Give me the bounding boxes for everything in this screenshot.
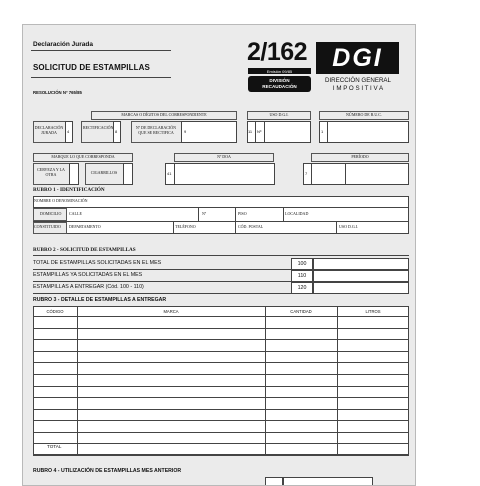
- cigarrillos-label: CIGARRILLOS: [90, 170, 118, 175]
- doa-input[interactable]: [165, 163, 275, 185]
- uso-num: 11: [248, 129, 253, 134]
- table-row: [33, 328, 409, 329]
- declaration-heading: Declaración Jurada: [33, 41, 93, 48]
- domicilio-label: DOMICILIO: [40, 211, 62, 216]
- piso-label: PISO: [238, 211, 247, 216]
- uso-divider: [255, 121, 256, 143]
- calle-label: CALLE: [69, 211, 82, 216]
- periodo-label: PERÍODO: [351, 154, 369, 159]
- marque-label: MARQUE LO QUE CORRESPONDA: [51, 154, 115, 159]
- table-row: [33, 432, 409, 433]
- rubro2-row-rule: [33, 293, 291, 294]
- rubro2-row-label: ESTAMPILLAS YA SOLICITADAS EN EL MES: [33, 272, 143, 278]
- numero-label: Nº: [202, 211, 207, 216]
- table-row: [33, 397, 409, 398]
- declaracion-num: 4: [67, 129, 70, 134]
- rubro2-row-label: ESTAMPILLAS A ENTREGAR (Cód. 100 - 110): [33, 284, 144, 290]
- division-line1: DIVISIÓN: [269, 78, 290, 83]
- table-column-divider: [265, 306, 266, 455]
- rubro2-value-input[interactable]: [313, 282, 409, 294]
- localidad-label: LOCALIDAD: [285, 211, 309, 216]
- rectificacion-label: RECTIFICACIÓN: [83, 125, 114, 130]
- cigarrillos-check[interactable]: [123, 163, 133, 185]
- rubro2-code: 110: [297, 272, 307, 279]
- rubro4-title: RUBRO 4 - UTILIZACIÓN DE ESTAMPILLAS MES ANTERIOR: [33, 468, 182, 474]
- table-row: [33, 351, 409, 352]
- page-title: SOLICITUD DE ESTAMPILLAS: [33, 63, 150, 72]
- rubro2-value-input[interactable]: [313, 270, 409, 282]
- dgi-logo: [316, 42, 399, 74]
- table-row: [33, 339, 409, 340]
- periodo-divider-2: [345, 163, 346, 185]
- total-label: TOTAL: [47, 444, 62, 449]
- rubro2-row-label: TOTAL DE ESTAMPILLAS SOLICITADAS EN EL MES: [33, 260, 162, 266]
- table-column-divider: [77, 306, 78, 455]
- rubro1-vline-1: [198, 208, 199, 221]
- ruc-input[interactable]: [319, 121, 409, 143]
- rubro2-title: RUBRO 2 - SOLICITUD DE ESTAMPILLAS: [33, 247, 136, 253]
- marcas-label: MARCAS O DÍGITOS DEL CORRESPONDIENTE: [121, 112, 207, 117]
- dgi-logo-text: DGI: [332, 44, 383, 72]
- rectificacion-num: 8: [115, 129, 118, 134]
- numero-declaracion-label: Nº DE DECLARACIÓN QUE SE RECTIFICA: [135, 125, 177, 135]
- uso-divider-2: [264, 121, 265, 143]
- cod-postal-label: CÓD. POSTAL: [238, 224, 264, 229]
- constituido-label: CONSTITUIDO: [34, 224, 61, 229]
- header-rule-1: [31, 50, 171, 51]
- rubro2-code: 100: [297, 260, 307, 267]
- col-cantidad: CANTIDAD: [290, 309, 312, 314]
- nombre-label: NOMBRE O DENOMINACIÓN: [34, 198, 88, 203]
- rubro2-row-rule: [33, 281, 291, 282]
- resolution-number: RESOLUCIÓN Nº 765/85: [33, 90, 82, 95]
- col-marca: MARCA: [163, 309, 179, 314]
- rubro1-row-line-2: [33, 221, 409, 222]
- header-rule-2: [31, 77, 171, 78]
- periodo-num: 7: [305, 171, 308, 176]
- rubro1-vline-3: [283, 208, 284, 221]
- table-row: [33, 409, 409, 410]
- col-codigo: CÓDIGO: [46, 309, 64, 314]
- rubro1-vline-4: [173, 222, 174, 234]
- rubro2-value-input[interactable]: [313, 258, 409, 270]
- table-column-divider: [337, 306, 338, 455]
- ruc-label: NÚMERO DE R.U.C.: [346, 112, 382, 117]
- division-line2: RECAUDACIÓN: [262, 84, 297, 89]
- form-number: 2/162: [247, 38, 308, 66]
- table-row: [33, 420, 409, 421]
- ruc-divider: [327, 121, 328, 143]
- table-row: [33, 316, 409, 317]
- rubro4-box-b[interactable]: [283, 477, 373, 486]
- col-litros: LITROS: [365, 309, 381, 314]
- telefono-label: TELÉFONO: [175, 224, 196, 229]
- numero-declaracion-input[interactable]: [181, 121, 237, 143]
- table-row: [33, 374, 409, 375]
- doa-divider: [174, 163, 175, 185]
- total-row-rule: [33, 443, 409, 444]
- table-row: [33, 362, 409, 363]
- periodo-input[interactable]: [303, 163, 409, 185]
- cerveza-check[interactable]: [69, 163, 79, 185]
- table-row: [33, 455, 409, 456]
- agency-line1: DIRECCIÓN GENERAL: [324, 77, 391, 84]
- rubro2-row-rule: [33, 269, 291, 270]
- rubro1-title: RUBRO 1 - IDENTIFICACIÓN: [33, 187, 105, 193]
- rubro2-rule: [33, 255, 409, 256]
- table-row: [33, 386, 409, 387]
- uso-dgi-label: USO D.G.I.: [339, 224, 359, 229]
- form-edition: Emisión 09/85: [266, 68, 293, 74]
- rubro1-vline-2: [235, 208, 236, 234]
- doa-num: 41: [167, 171, 172, 176]
- doa-label: Nº DOA: [217, 154, 231, 159]
- cerveza-label: CERVEZA Y LA OTRA: [37, 167, 65, 177]
- rubro2-code: 120: [297, 284, 307, 291]
- declaracion-label: DECLARACIÓN JURADA: [34, 125, 64, 135]
- numero-declaracion-num: 9: [184, 129, 187, 134]
- rubro3-title: RUBRO 3 - DETALLE DE ESTAMPILLAS A ENTREGAR: [33, 297, 167, 303]
- uso-label: USO D.G.I.: [269, 112, 289, 117]
- ruc-num: 1: [321, 129, 324, 134]
- form-sheet: [22, 24, 416, 486]
- departamento-label: DEPARTAMENTO: [69, 224, 101, 229]
- periodo-divider: [311, 163, 312, 185]
- rubro1-row-line-1: [33, 207, 409, 208]
- rubro1-vline-5: [336, 222, 337, 234]
- agency-line2: I M P O S I T I V A: [332, 85, 384, 92]
- rubro4-box-a[interactable]: [265, 477, 283, 486]
- uso-n: Nº: [257, 129, 262, 134]
